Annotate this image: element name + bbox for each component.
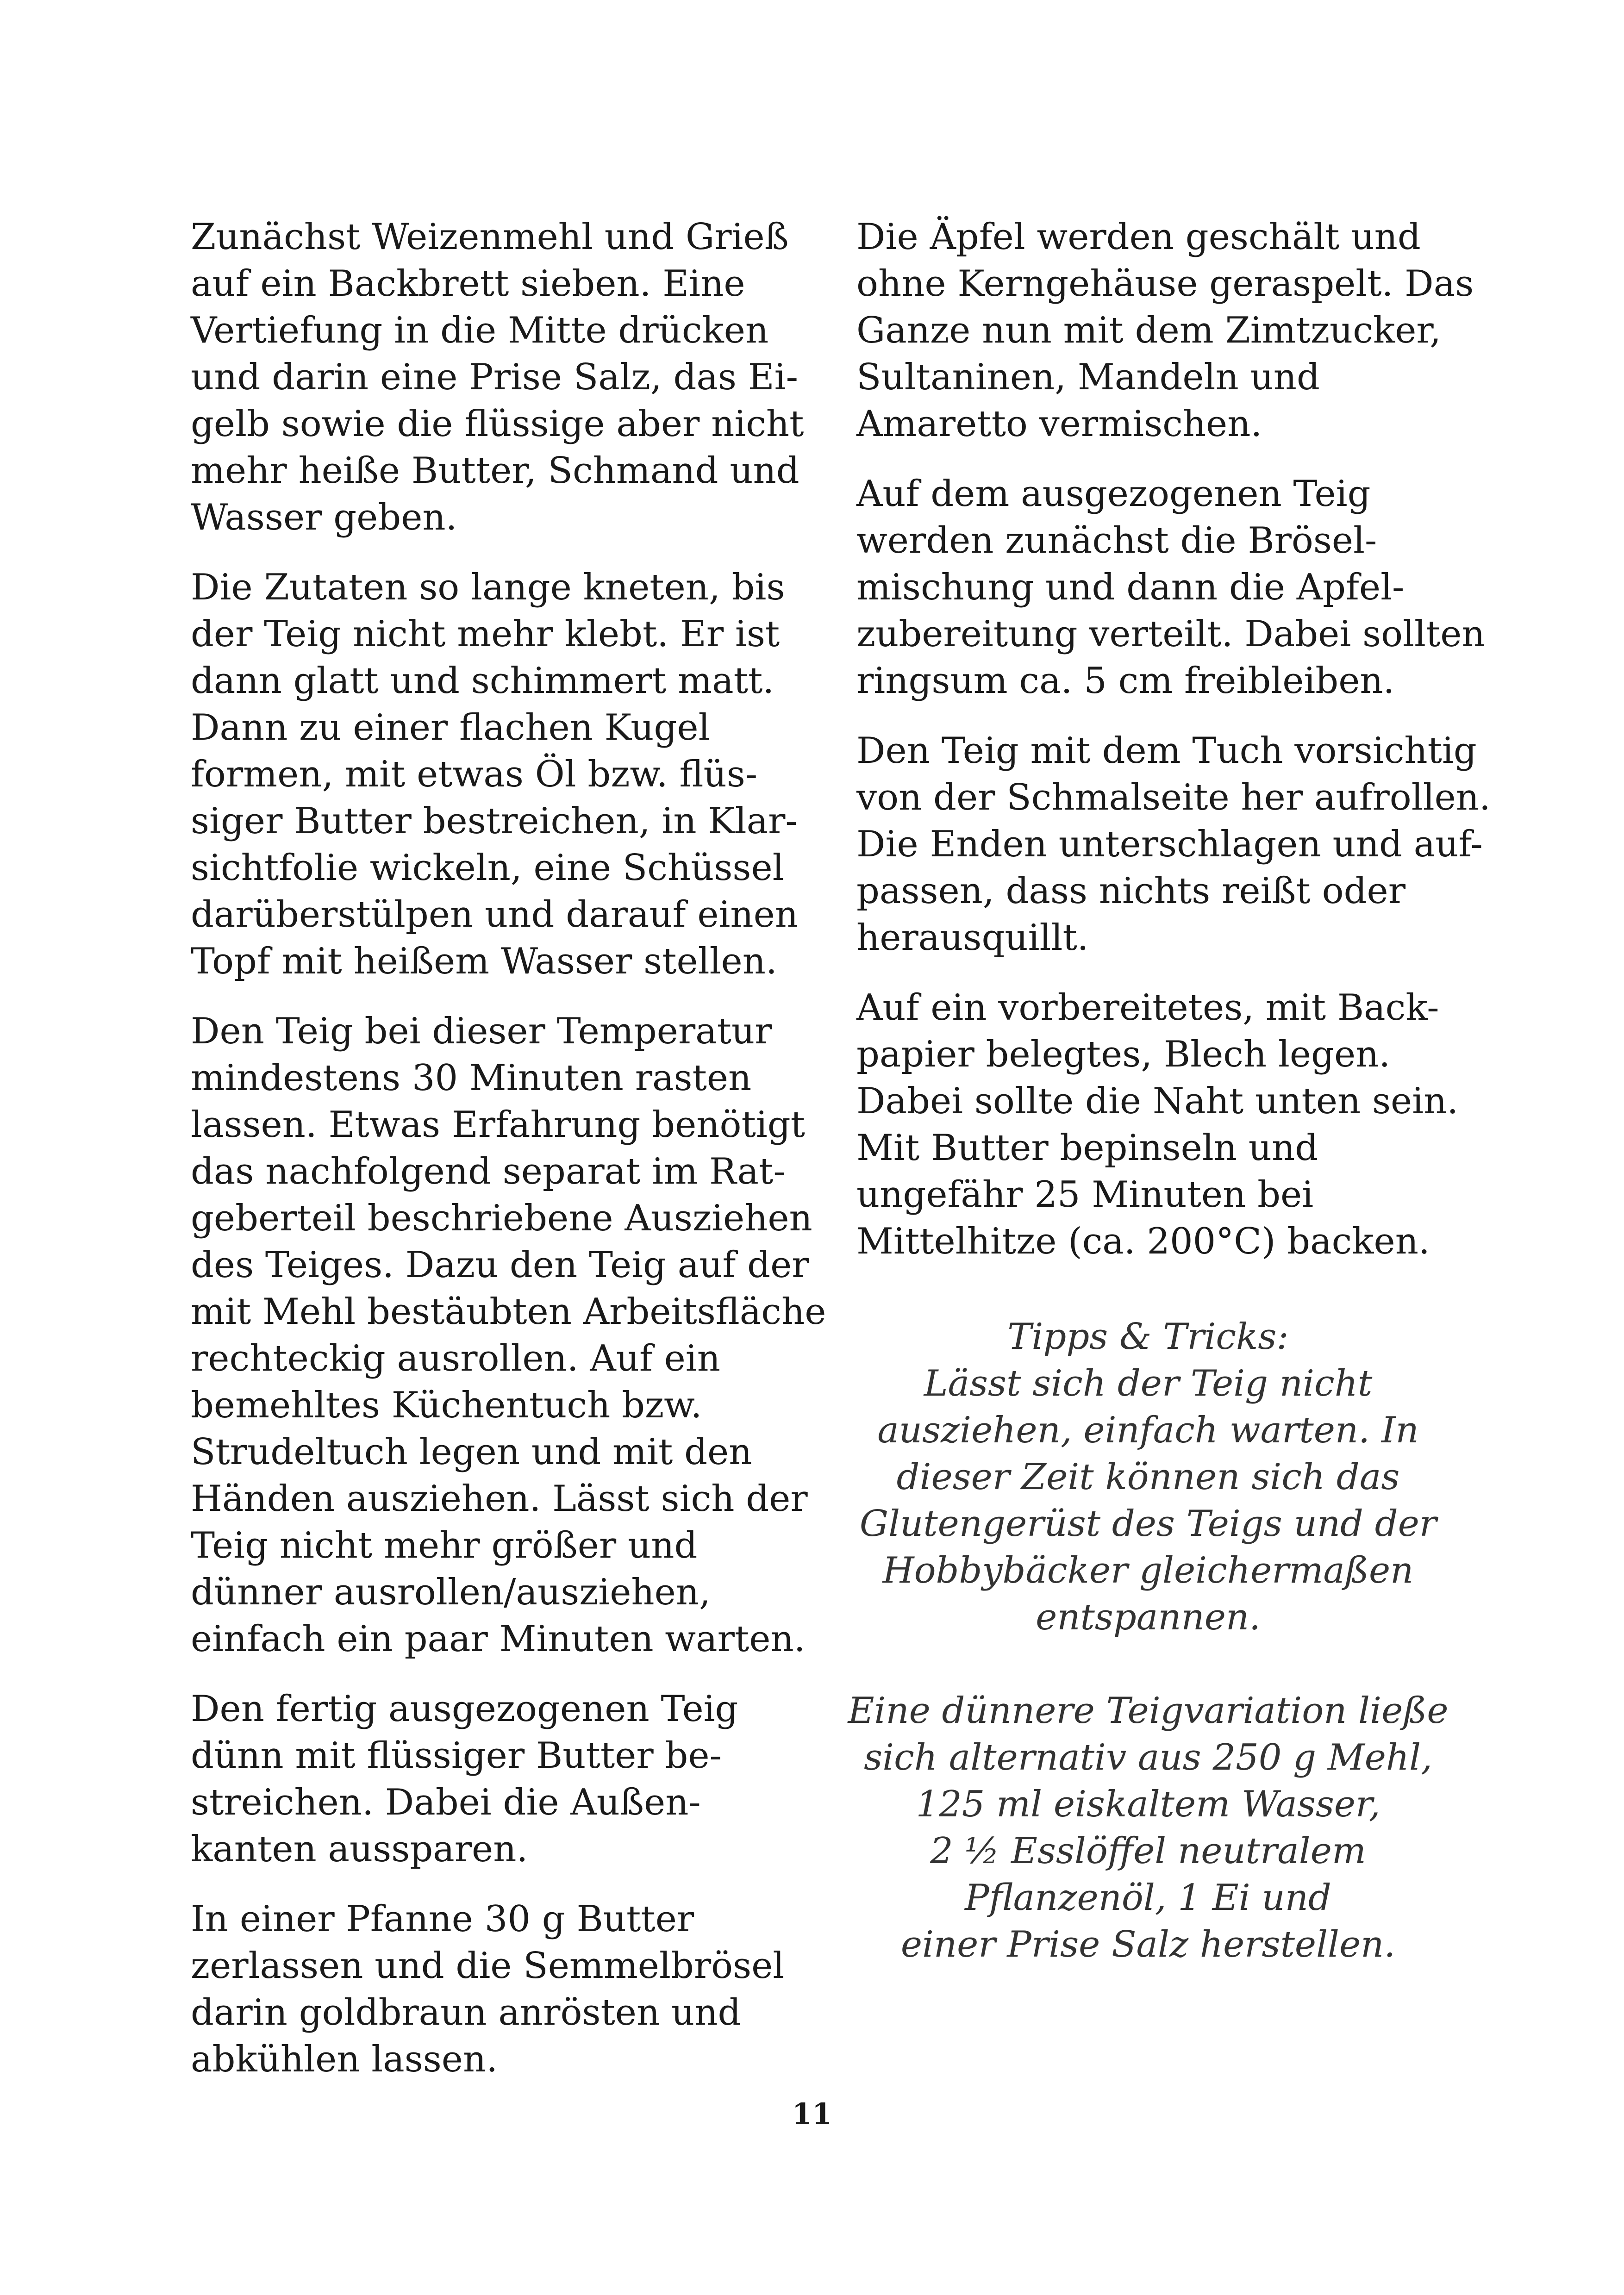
text-line: des Teiges. Dazu den Teig auf der [191,1244,809,1286]
text-line: Sultaninen, Mandeln und [856,356,1320,398]
text-line: Amaretto vermischen. [856,403,1262,445]
text-line: Den Teig mit dem Tuch vorsichtig [856,730,1477,772]
text-line: rechteckig ausrollen. Auf ein [191,1338,720,1379]
page-number: 11 [792,2097,832,2131]
paragraph [856,985,1495,1265]
text-line: Händen ausziehen. Lässt sich der [191,1478,808,1520]
text-line: 125 ml eiskaltem Wasser, [916,1784,1380,1825]
text-line: ohne Kerngehäuse geraspelt. Das [856,263,1474,305]
right-column [856,214,1495,1288]
paragraph [856,728,1495,961]
text-line: lassen. Etwas Erfahrung benötigt [191,1104,806,1146]
text-line: einer Prise Salz herstellen. [900,1924,1396,1965]
text-line: zubereitung verteilt. Dabei sollten [856,613,1485,655]
paragraph [191,1896,793,2083]
tips-heading: Tipps & Tricks: [1007,1316,1289,1358]
text-line: Auf ein vorbereitetes, mit Back- [856,987,1439,1029]
text-line: dieser Zeit können sich das [896,1456,1400,1498]
text-line: ungefähr 25 Minuten bei [856,1174,1314,1216]
text-line: Teig nicht mehr größer und [191,1525,698,1566]
text-line: werden zunächst die Brösel- [856,520,1377,561]
text-line: abkühlen lassen. [191,2039,498,2080]
text-line: entspannen. [1036,1597,1261,1638]
text-line: gelb sowie die flüssige aber nicht [191,403,804,445]
text-line: Den fertig ausgezogenen Teig [191,1688,738,1730]
paragraph [191,564,799,985]
text-line: Dabei sollte die Naht unten sein. [856,1080,1459,1122]
text-line: In einer Pfanne 30 g Butter [191,1898,694,1940]
text-line: der Teig nicht mehr klebt. Er ist [191,613,780,655]
text-line: zerlassen und die Semmelbrösel [191,1945,785,1987]
text-line: Lässt sich der Teig nicht [924,1363,1373,1404]
text-line: ringsum ca. 5 cm freibleiben. [856,660,1395,702]
text-line: passen, dass nichts reißt oder [856,870,1405,912]
text-line: mit Mehl bestäubten Arbeitsfläche [191,1291,826,1333]
text-line: das nachfolgend separat im Rat- [191,1151,786,1192]
text-line: Pflanzenöl, 1 Ei und [965,1877,1331,1919]
text-line: Mit Butter bepinseln und [856,1127,1318,1169]
tips-block [824,1314,1472,1641]
text-line: Hobbybäcker gleichermaßen [882,1550,1414,1591]
text-line: Mittelhitze (ca. 200°C) backen. [856,1221,1430,1262]
text-line: Die Äpfel werden geschält und [856,216,1421,258]
text-line: Wasser geben. [191,497,457,538]
text-line: mischung und dann die Apfel- [856,567,1405,608]
text-line: formen, mit etwas Öl bzw. flüs- [191,754,758,795]
text-line: Ganze nun mit dem Zimtzucker, [856,310,1441,351]
tips-and-tricks-box [824,1314,1472,2015]
text-line: ausziehen, einfach warten. In [877,1409,1419,1451]
tips-block [824,1688,1472,1968]
text-line: mindestens 30 Minuten rasten [191,1057,752,1099]
text-line: papier belegtes, Blech legen. [856,1034,1391,1075]
text-line: Den Teig bei dieser Temperatur [191,1010,772,1052]
paragraph [191,1686,793,1873]
left-column [191,214,826,2106]
paragraph [191,214,804,541]
text-line: sich alternativ aus 250 g Mehl, [864,1737,1432,1778]
text-line: Zunächst Weizenmehl und Grieß [191,216,789,258]
text-line: von der Schmalseite her aufrollen. [856,777,1491,818]
text-line: Die Zutaten so lange kneten, bis [191,567,785,608]
text-line: sichtfolie wickeln, eine Schüssel [191,847,784,889]
text-line: Strudeltuch legen und mit den [191,1431,752,1473]
text-line: und darin eine Prise Salz, das Ei- [191,356,798,398]
text-line: einfach ein paar Minuten warten. [191,1618,806,1660]
text-line: Dann zu einer flachen Kugel [191,707,710,748]
text-line: dünner ausrollen/ausziehen, [191,1572,711,1613]
text-line: Vertiefung in die Mitte drücken [191,310,769,351]
text-line: streichen. Dabei die Außen- [191,1782,701,1823]
text-line: kanten aussparen. [191,1828,528,1870]
text-line: mehr heiße Butter, Schmand und [191,450,800,492]
text-line: dann glatt und schimmert matt. [191,660,775,702]
text-line: Topf mit heißem Wasser stellen. [191,941,777,982]
text-line: Auf dem ausgezogenen Teig [856,473,1371,515]
text-line: siger Butter bestreichen, in Klar- [191,800,798,842]
text-line: dünn mit flüssiger Butter be- [191,1735,722,1777]
text-line: darüberstülpen und darauf einen [191,894,799,935]
text-line: geberteil beschriebene Ausziehen [191,1197,812,1239]
text-line: Die Enden unterschlagen und auf- [856,823,1483,865]
text-line: darin goldbraun anrösten und [191,1992,741,2033]
paragraph [856,471,1495,705]
text-line: herausquillt. [856,917,1089,959]
text-line: Glutengerüst des Teigs und der [859,1503,1437,1545]
text-line: 2 ½ Esslöffel neutralem [930,1830,1366,1872]
paragraph [191,1008,826,1663]
text-line: Eine dünnere Teigvariation ließe [848,1690,1449,1732]
paragraph [856,214,1495,448]
text-line: auf ein Backbrett sieben. Eine [191,263,745,305]
text-line: bemehltes Küchentuch bzw. [191,1384,702,1426]
